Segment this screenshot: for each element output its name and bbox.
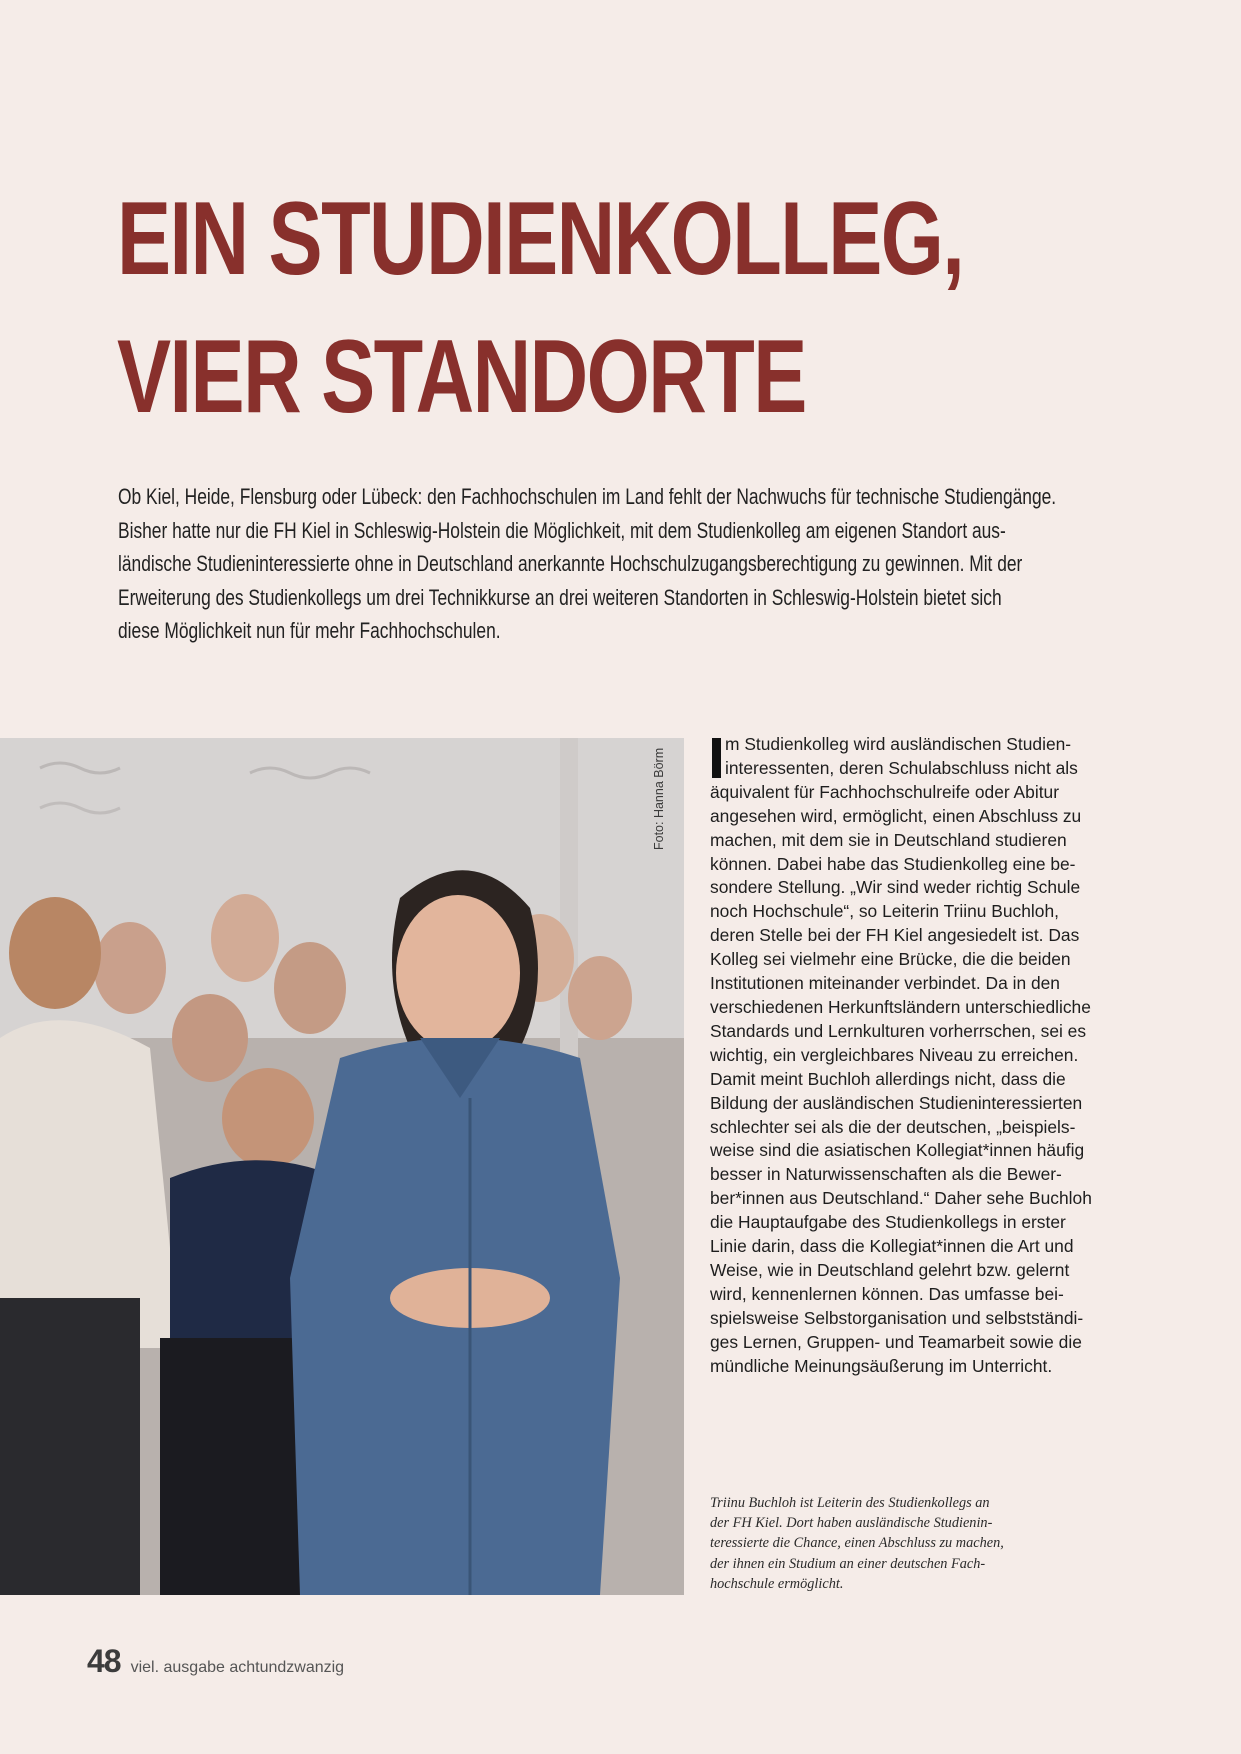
body-line: äquivalent für Fachhochschulreife oder Abitur <box>710 781 1059 802</box>
title-line-2: VIER STANDORTE <box>117 319 806 435</box>
body-line: interessenten, deren Schulabschluss nicht als <box>725 757 1078 778</box>
body-line: Damit meint Buchloh allerdings nicht, dass die <box>710 1068 1066 1089</box>
body-line: Bildung der ausländischen Studieninteressierten <box>710 1092 1083 1113</box>
photo-caption <box>710 1493 1040 1594</box>
body-line: angesehen wird, ermöglicht, einen Abschluss zu <box>710 805 1082 826</box>
body-line: können. Dabei habe das Studienkolleg eine be- <box>710 853 1076 874</box>
body-line: spielsweise Selbstorganisation und selbstständi- <box>710 1307 1084 1328</box>
body-line: ges Lernen, Gruppen- und Teamarbeit sowie die <box>710 1331 1082 1352</box>
title-line-1: EIN STUDIENKOLLEG, <box>117 181 964 297</box>
body-line: m Studienkolleg wird ausländischen Studien- <box>725 734 1072 754</box>
intro-line: Bisher hatte nur die FH Kiel in Schleswig-Holstein die Möglichkeit, mit dem Studienkolleg am eigenen Standort aus- <box>118 517 1006 543</box>
body-line: sondere Stellung. „Wir sind weder richtig Schule <box>710 877 1081 898</box>
body-line: mündliche Meinungsäußerung im Unterricht. <box>710 1355 1053 1376</box>
body-line: Kolleg sei vielmehr eine Brücke, die die beiden <box>710 949 1071 970</box>
body-line: deren Stelle bei der FH Kiel angesiedelt ist. Das <box>710 925 1080 946</box>
caption-line: der FH Kiel. Dort haben ausländische Studienin- <box>710 1515 993 1532</box>
body-line: wird, kennenlernen können. Das umfasse bei- <box>710 1283 1064 1304</box>
page-number: 48 <box>87 1643 121 1679</box>
photo-credit: Foto: Hanna Börm <box>652 747 666 850</box>
body-line: die Hauptaufgabe des Studienkollegs in erster <box>710 1212 1066 1233</box>
intro-line: Erweiterung des Studienkollegs um drei Technikkurse an drei weiteren Standorten in Schleswig-Holstein bietet sich <box>118 584 1002 610</box>
body-line: ber*innen aus Deutschland.“ Daher sehe Buchloh <box>710 1188 1092 1209</box>
issue-label: viel. ausgabe achtundzwanzig <box>130 1659 345 1676</box>
intro-paragraph <box>118 480 1137 648</box>
page-title <box>117 170 964 446</box>
intro-line: Ob Kiel, Heide, Flensburg oder Lübeck: den Fachhochschulen im Land fehlt der Nachwuchs für technische Studiengänge. <box>118 484 1057 509</box>
page-footer <box>87 1643 344 1680</box>
body-line: Weise, wie in Deutschland gelehrt bzw. gelernt <box>710 1259 1070 1280</box>
caption-line: hochschule ermöglicht. <box>710 1575 844 1592</box>
caption-line: der ihnen ein Studium an einer deutschen Fach- <box>710 1555 986 1572</box>
body-text <box>710 733 1134 1378</box>
body-line: schlechter sei als die der deutschen, „beispiels- <box>710 1116 1076 1137</box>
body-line: verschiedenen Herkunftsländern unterschiedliche <box>710 996 1091 1017</box>
body-line: wichtig, ein vergleichbares Niveau zu erreichen. <box>710 1044 1079 1065</box>
body-line: besser in Naturwissenschaften als die Bewer- <box>710 1164 1062 1185</box>
body-line: Linie darin, dass die Kollegiat*innen die Art und <box>710 1236 1074 1257</box>
caption-line: teressierte die Chance, einen Abschluss zu machen, <box>710 1535 1004 1552</box>
article-photo <box>0 738 684 1595</box>
intro-line: ländische Studieninteressierte ohne in Deutschland anerkannte Hochschulzugangsberechtigung zu gewinnen. Mit der <box>118 551 1023 577</box>
body-line: noch Hochschule“, so Leiterin Triinu Buchloh, <box>710 901 1059 922</box>
caption-line: Triinu Buchloh ist Leiterin des Studienkollegs an <box>710 1495 990 1511</box>
body-line: machen, mit dem sie in Deutschland studieren <box>710 829 1067 850</box>
photo-illustration <box>0 738 684 1595</box>
body-line: weise sind die asiatischen Kollegiat*innen häufig <box>710 1140 1085 1161</box>
body-line: Institutionen miteinander verbindet. Da in den <box>710 973 1060 994</box>
intro-line: diese Möglichkeit nun für mehr Fachhochschulen. <box>118 618 501 644</box>
body-line: Standards und Lernkulturen vorherrschen, sei es <box>710 1020 1087 1041</box>
